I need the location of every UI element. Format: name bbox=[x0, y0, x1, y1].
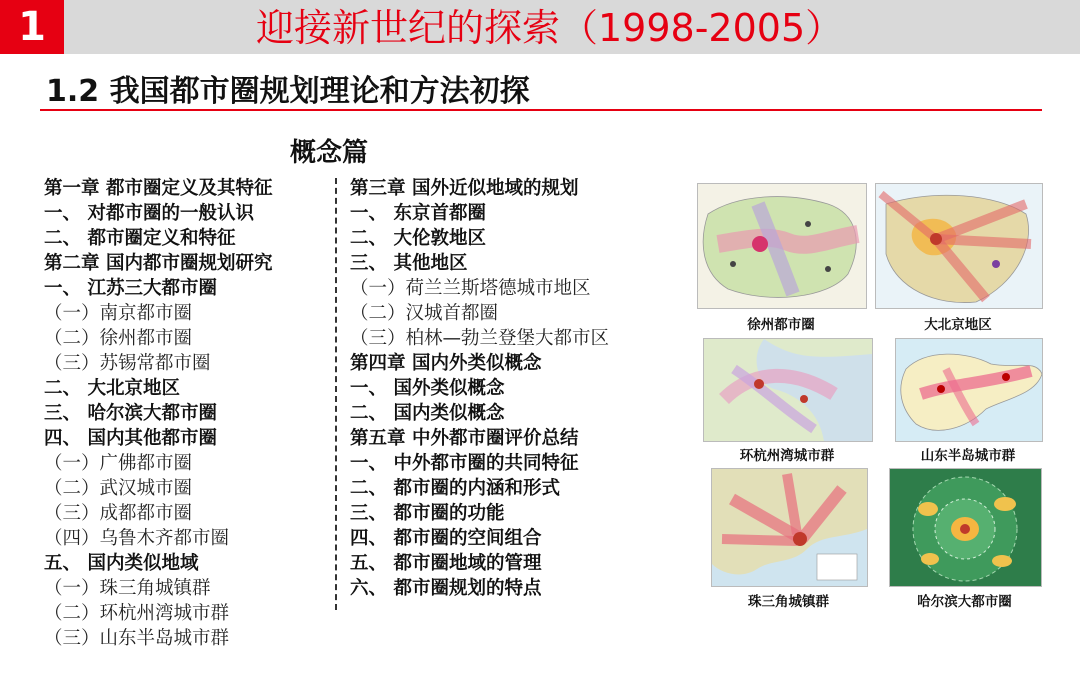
chapter-number: 1 bbox=[0, 0, 64, 54]
outline-item: （一）珠三角城镇群 bbox=[44, 578, 211, 599]
outline-item: 一、 国外类似概念 bbox=[350, 378, 505, 399]
chapter-heading: 第四章 国内外类似概念 bbox=[350, 353, 542, 374]
map-caption: 山东半岛城市群 bbox=[920, 448, 1016, 464]
outline-item: 五、 都市圈地域的管理 bbox=[350, 553, 542, 574]
page-title: 迎接新世纪的探索（1998-2005） bbox=[256, 6, 844, 50]
hangzhou-bay-map bbox=[703, 338, 873, 442]
outline-item: （二）武汉城市圈 bbox=[44, 478, 193, 499]
beijing-map bbox=[875, 183, 1043, 309]
outline-item: （一）荷兰兰斯塔德城市地区 bbox=[350, 278, 591, 299]
outline-item: 二、 国内类似概念 bbox=[350, 403, 505, 424]
harbin-map bbox=[889, 468, 1042, 587]
outline-left-column bbox=[44, 176, 272, 651]
outline-item: （二）徐州都市圈 bbox=[44, 328, 193, 349]
map-caption: 大北京地区 bbox=[924, 317, 992, 333]
xuzhou-map bbox=[697, 183, 867, 309]
chapter-heading: 第五章 中外都市圈评价总结 bbox=[350, 428, 579, 449]
map-caption: 环杭州湾城市群 bbox=[739, 448, 835, 464]
section-heading: 概念篇 bbox=[290, 138, 369, 168]
outline-right-column bbox=[350, 176, 609, 601]
outline-item: 四、 国内其他都市圈 bbox=[44, 428, 217, 449]
outline-item: 二、 都市圈的内涵和形式 bbox=[350, 478, 560, 499]
outline-item: 二、 大伦敦地区 bbox=[350, 228, 486, 249]
outline-item: （四）乌鲁木齐都市圈 bbox=[44, 528, 230, 549]
section-subtitle: 1.2 我国都市圈规划理论和方法初探 bbox=[46, 74, 530, 109]
map-caption: 珠三角城镇群 bbox=[748, 594, 829, 610]
outline-item: （一）广佛都市圈 bbox=[44, 453, 193, 474]
outline-item: （三）柏林—勃兰登堡大都市区 bbox=[350, 328, 610, 349]
outline-item: （二）环杭州湾城市群 bbox=[44, 603, 230, 624]
outline-item: （三）苏锡常都市圈 bbox=[44, 353, 211, 374]
chapter-heading: 第一章 都市圈定义及其特征 bbox=[44, 178, 273, 199]
outline-item: 一、 江苏三大都市圈 bbox=[44, 278, 217, 299]
outline-item: 三、 都市圈的功能 bbox=[350, 503, 505, 524]
map-caption: 哈尔滨大都市圈 bbox=[917, 594, 1012, 610]
title-rule bbox=[40, 109, 1042, 111]
outline-item: 三、 哈尔滨大都市圈 bbox=[44, 403, 217, 424]
chapter-heading: 第二章 国内都市圈规划研究 bbox=[44, 253, 273, 274]
outline-item: 六、 都市圈规划的特点 bbox=[350, 578, 542, 599]
outline-item: 一、 东京首都圈 bbox=[350, 203, 486, 224]
outline-item: 四、 都市圈的空间组合 bbox=[350, 528, 542, 549]
outline-item: 一、 中外都市圈的共同特征 bbox=[350, 453, 579, 474]
outline-item: （二）汉城首都圈 bbox=[350, 303, 499, 324]
map-caption: 徐州都市圈 bbox=[747, 317, 815, 333]
shandong-map bbox=[895, 338, 1043, 442]
column-divider bbox=[335, 178, 337, 610]
prd-map bbox=[711, 468, 868, 587]
outline-item: （一）南京都市圈 bbox=[44, 303, 193, 324]
outline-item: 二、 大北京地区 bbox=[44, 378, 180, 399]
outline-item: 二、 都市圈定义和特征 bbox=[44, 228, 236, 249]
chapter-heading: 第三章 国外近似地域的规划 bbox=[350, 178, 579, 199]
outline-item: （三）成都都市圈 bbox=[44, 503, 193, 524]
outline-item: 一、 对都市圈的一般认识 bbox=[44, 203, 254, 224]
outline-item: 三、 其他地区 bbox=[350, 253, 468, 274]
outline-item: 五、 国内类似地域 bbox=[44, 553, 199, 574]
outline-item: （三）山东半岛城市群 bbox=[44, 628, 230, 649]
